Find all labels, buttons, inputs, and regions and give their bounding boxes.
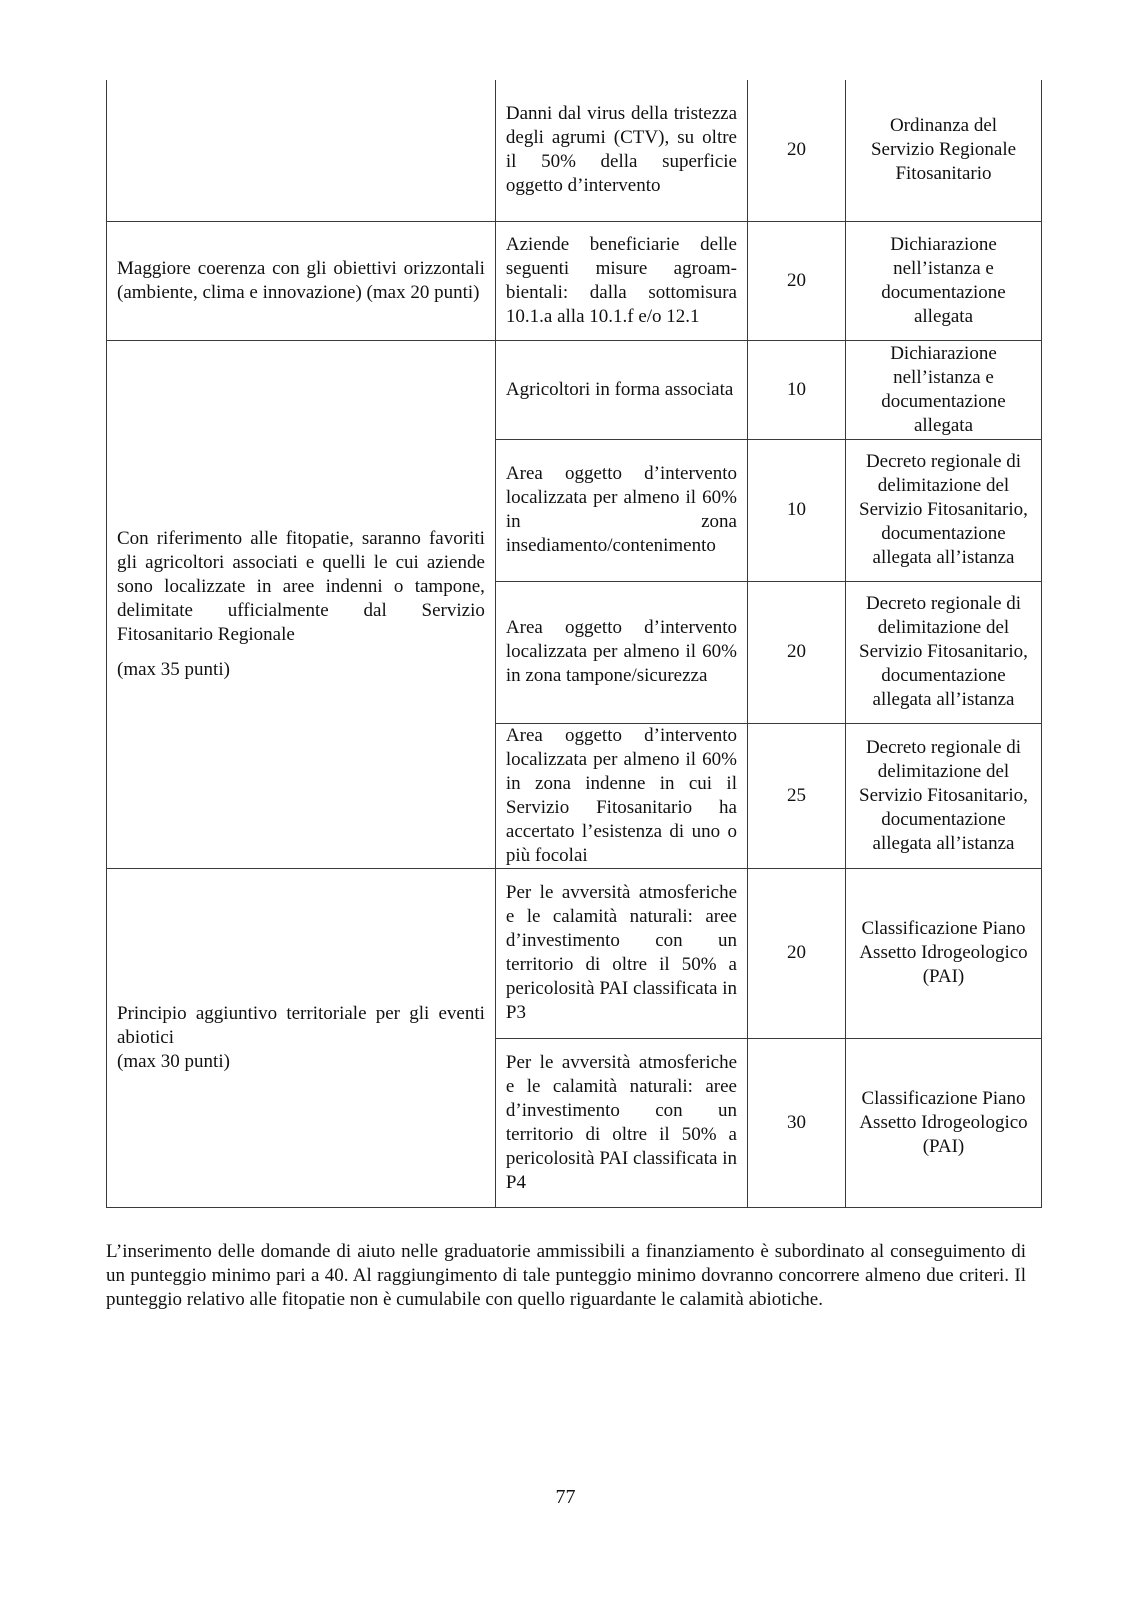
criterion-text: Con riferimento alle fitopatie, saranno favoriti gli agricoltori associati e quelli le cui aziende sono localizzate in aree indenni o tampone, delimitate ufficialmente dal Servizio Fitosanitario Regionale [117, 527, 485, 645]
documentation-cell: Classificazione Piano Assetto Idrogeologico (PAI) [845, 1038, 1041, 1207]
description-cell: Area oggetto d’intervento localizzata per almeno il 60% in zona indenne in cui il Servizio Fitosanitario ha accertato l’esistenza di uno o più focolai [495, 723, 747, 868]
criterion-cell-empty [107, 80, 496, 221]
page-number: 77 [555, 1486, 576, 1508]
table-row [107, 80, 1042, 221]
points-cell: 10 [748, 340, 846, 439]
documentation-cell: Decreto regionale di delimitazione del Servizio Fitosanitario, documentazione allegata all’istanza [845, 581, 1041, 723]
criteria-table [106, 80, 1042, 1208]
points-cell: 20 [748, 868, 846, 1038]
table-row [107, 868, 1042, 1038]
points-cell: 20 [748, 581, 846, 723]
criterion-cell: Maggiore coerenza con gli obiettivi orizzontali (ambiente, clima e innovazione) (max 20 punti) [107, 221, 496, 340]
points-cell: 20 [748, 221, 846, 340]
documentation-cell: Ordinanza del Servizio Regionale Fitosanitario [845, 80, 1041, 221]
documentation-cell: Dichiarazione nell’istanza e documentazione allegata [845, 221, 1041, 340]
description-cell: Per le avversità atmosferiche e le calamità naturali: aree d’investimento con un territorio di oltre il 50% a pericolosità PAI classificata in P3 [495, 868, 747, 1038]
description-cell: Per le avversità atmosferiche e le calamità naturali: aree d’investimento con un territorio di oltre il 50% a pericolosità PAI classificata in P4 [495, 1038, 747, 1207]
points-cell: 10 [748, 439, 846, 581]
description-cell: Area oggetto d’intervento localizzata per almeno il 60% in zona insediamento/contenimento [495, 439, 747, 581]
criterion-max-points: (max 30 punti) [117, 1050, 230, 1072]
criterion-cell [107, 340, 496, 868]
points-cell: 30 [748, 1038, 846, 1207]
points-cell: 25 [748, 723, 846, 868]
documentation-cell: Dichiarazione nell’istanza e documentazione allegata [845, 340, 1041, 439]
points-cell: 20 [748, 80, 846, 221]
eligibility-note: L’inserimento delle domande di aiuto nelle graduatorie ammissibili a finanziamento è subordinato al conseguimento di un punteggio minimo pari a 40. Al raggiungimento di tale punteggio minimo dovranno concorrere almeno due criteri. Il punteggio relativo alle fitopatie non è cumulabile con quello riguardante le calamità abiotiche. [106, 1241, 1026, 1310]
documentation-cell: Classificazione Piano Assetto Idrogeologico (PAI) [845, 868, 1041, 1038]
criterion-max-points: (max 35 punti) [117, 658, 230, 680]
criterion-text: Principio aggiuntivo territoriale per gli eventi abiotici [117, 1002, 485, 1048]
documentation-cell: Decreto regionale di delimitazione del Servizio Fitosanitario, documentazione allegata all’istanza [845, 439, 1041, 581]
criterion-cell [107, 868, 496, 1207]
description-cell: Aziende beneficiarie delle seguenti misure agroam-bientali: dalla sottomisura 10.1.a alla 10.1.f e/o 12.1 [495, 221, 747, 340]
description-cell: Danni dal virus della tristezza degli agrumi (CTV), su oltre il 50% della superficie oggetto d’intervento [495, 80, 747, 221]
table-row [107, 340, 1042, 439]
description-cell: Agricoltori in forma associata [495, 340, 747, 439]
table-row [107, 221, 1042, 340]
documentation-cell: Decreto regionale di delimitazione del Servizio Fitosanitario, documentazione allegata all’istanza [845, 723, 1041, 868]
description-cell: Area oggetto d’intervento localizzata per almeno il 60% in zona tampone/sicurezza [495, 581, 747, 723]
